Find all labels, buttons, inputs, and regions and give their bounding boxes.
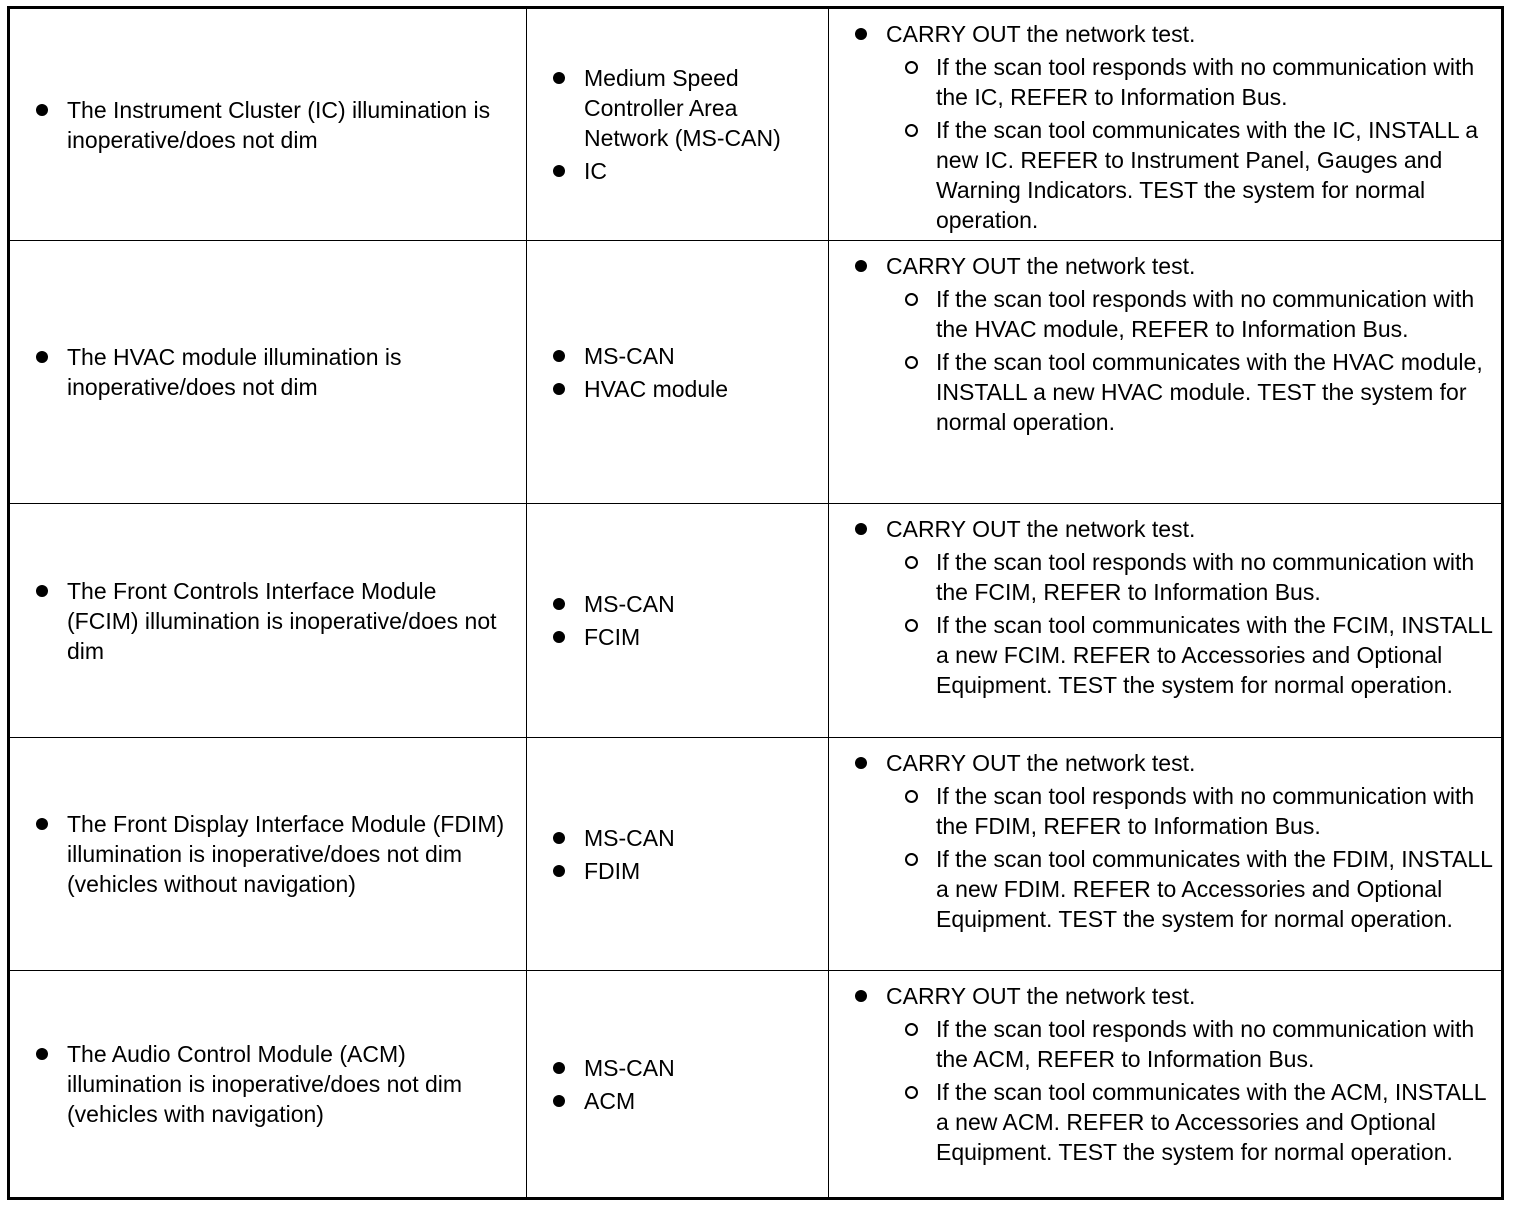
condition-item: [67, 576, 512, 666]
source-item: [584, 856, 675, 886]
action-step: [886, 748, 1493, 778]
condition-cell: [10, 9, 527, 241]
condition-cell: [10, 241, 527, 504]
diagnostic-table: [7, 6, 1504, 1200]
action-substep: [936, 844, 1493, 934]
action-substep: [936, 347, 1493, 437]
condition-item: [67, 95, 512, 155]
action-cell: [829, 241, 1501, 504]
action-substep: [936, 1077, 1493, 1167]
condition-cell: [10, 738, 527, 971]
source-text: IC: [584, 158, 607, 184]
source-text: Medium Speed Controller Area Network (MS-CAN): [584, 65, 781, 151]
source-cell: [527, 738, 829, 971]
source-text: MS-CAN: [584, 824, 675, 851]
source-item: [584, 156, 818, 186]
substep-text: If the scan tool responds with no communication with the ACM, REFER to Information Bus.: [936, 1016, 1475, 1072]
source-text: MS-CAN: [584, 1054, 675, 1081]
source-item: [584, 63, 818, 153]
action-step: [886, 514, 1493, 544]
substep-text: If the scan tool communicates with the IC, INSTALL a new IC. REFER to Instrument Panel, Gauges and Warning Indicators. TEST the system for normal operation.: [936, 117, 1479, 233]
action-text: CARRY OUT the network test.: [886, 516, 1196, 542]
action-substep: [936, 547, 1493, 607]
condition-item: [67, 809, 512, 899]
action-step: [886, 251, 1493, 281]
source-item: [584, 1086, 675, 1116]
source-cell: [527, 504, 829, 738]
action-cell: [829, 9, 1501, 241]
action-substep: [936, 1014, 1493, 1074]
action-substep: [936, 781, 1493, 841]
substep-text: If the scan tool communicates with the FCIM, INSTALL a new FCIM. REFER to Accessories and Optional Equipment. TEST the system for normal operation.: [936, 612, 1493, 698]
source-item: [584, 823, 675, 853]
substep-text: If the scan tool responds with no communication with the HVAC module, REFER to Information Bus.: [936, 286, 1475, 342]
condition-text: The Front Controls Interface Module (FCIM) illumination is inoperative/does not dim: [67, 577, 497, 664]
source-cell: [527, 9, 829, 241]
source-text: FCIM: [584, 624, 641, 650]
source-item: [584, 341, 728, 371]
substep-text: If the scan tool responds with no communication with the IC, REFER to Information Bus.: [936, 54, 1475, 110]
source-text: MS-CAN: [584, 591, 675, 617]
source-cell: [527, 971, 829, 1197]
action-substep: [936, 284, 1493, 344]
substep-text: If the scan tool responds with no communication with the FDIM, REFER to Information Bus.: [936, 783, 1475, 839]
action-text: CARRY OUT the network test.: [886, 21, 1196, 47]
action-text: CARRY OUT the network test.: [886, 253, 1196, 279]
condition-item: [67, 342, 512, 402]
condition-text: The HVAC module illumination is inoperative/does not dim: [67, 344, 402, 400]
substep-text: If the scan tool responds with no communication with the FCIM, REFER to Information Bus.: [936, 549, 1475, 605]
condition-text: The Instrument Cluster (IC) illumination is inoperative/does not dim: [67, 96, 491, 153]
source-item: [584, 374, 728, 404]
condition-item: [67, 1039, 512, 1129]
action-cell: [829, 504, 1501, 738]
action-text: CARRY OUT the network test.: [886, 983, 1196, 1009]
source-item: [584, 622, 675, 652]
source-item: [584, 1053, 675, 1083]
substep-text: If the scan tool communicates with the ACM, INSTALL a new ACM. REFER to Accessories and Optional Equipment. TEST the system for normal operation.: [936, 1079, 1486, 1165]
condition-text: The Front Display Interface Module (FDIM) illumination is inoperative/does not dim (vehicles without navigation): [67, 811, 505, 897]
action-cell: [829, 738, 1501, 971]
substep-text: If the scan tool communicates with the FDIM, INSTALL a new FDIM. REFER to Accessories and Optional Equipment. TEST the system for normal operation.: [936, 846, 1493, 932]
source-text: HVAC module: [584, 375, 729, 402]
condition-cell: [10, 504, 527, 738]
action-substep: [936, 610, 1493, 700]
action-substep: [936, 52, 1493, 112]
substep-text: If the scan tool communicates with the HVAC module, INSTALL a new HVAC module. TEST the system for normal operation.: [936, 349, 1483, 435]
action-step: [886, 19, 1493, 49]
action-step: [886, 981, 1493, 1011]
action-text: CARRY OUT the network test.: [886, 750, 1196, 776]
source-text: FDIM: [584, 857, 641, 884]
source-text: ACM: [584, 1087, 636, 1114]
condition-text: The Audio Control Module (ACM) illumination is inoperative/does not dim (vehicles with navigation): [67, 1041, 463, 1127]
source-item: [584, 589, 675, 619]
condition-cell: [10, 971, 527, 1197]
source-cell: [527, 241, 829, 504]
source-text: MS-CAN: [584, 342, 675, 369]
action-substep: [936, 115, 1493, 235]
action-cell: [829, 971, 1501, 1197]
